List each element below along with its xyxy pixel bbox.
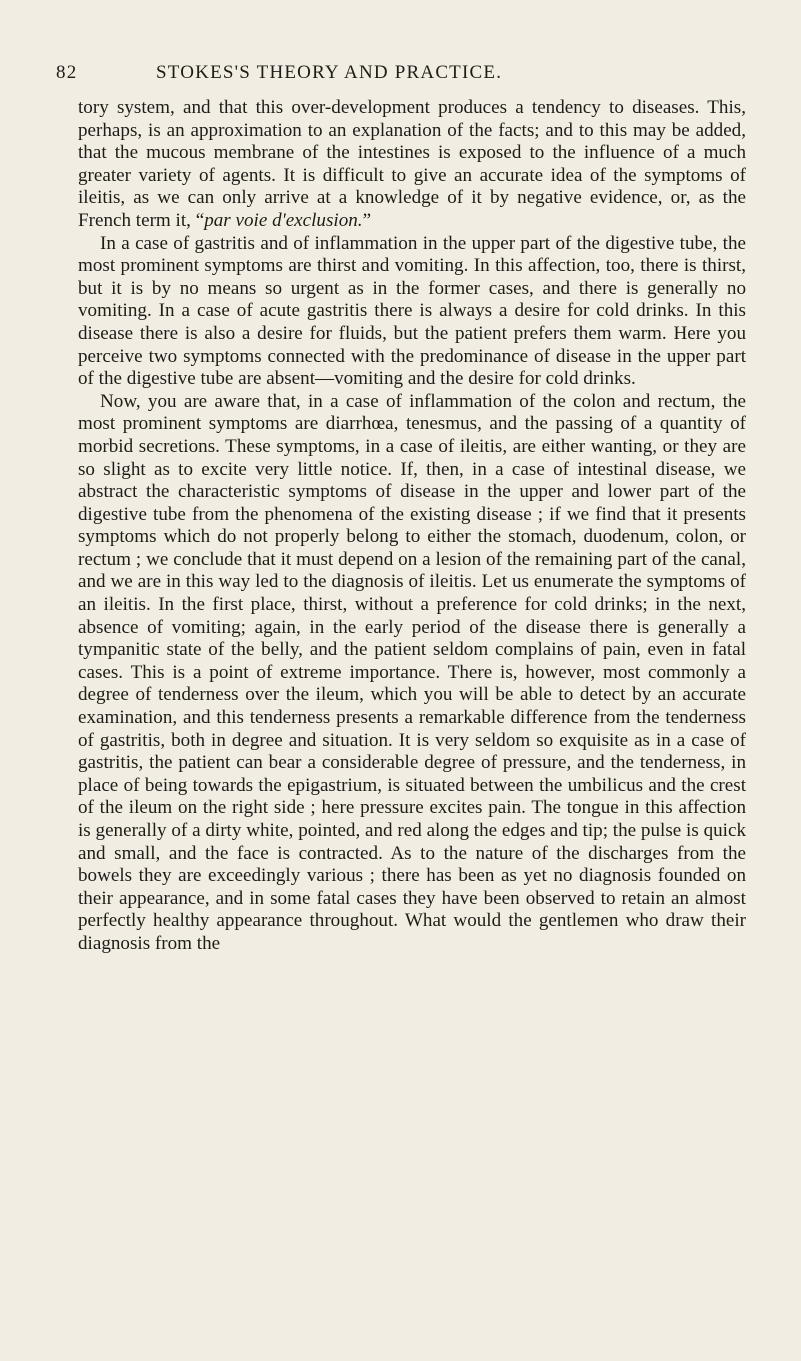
paragraph-gastritis: In a case of gastritis and of inflammation in the upper part of the digestive tube, the most prominent symptoms are thirst and vomiting. In this affection, too, there is thirst, but it is by no means so urgent as in the former cases, and there is generally no vomiting. In a case of acute gastritis there is always a desire for cold drinks. In this disease there is also a desire for fluids, but the patient prefers them warm. Here you perceive two symptoms connected with the predominance of disease in the upper part of the digestive tube are absent—vomiting and the desire for cold drinks. bbox=[78, 232, 746, 390]
body-text bbox=[78, 97, 746, 956]
paragraph-text: tory system, and that this over-development produces a tendency to diseases. This, perhaps, is an approximation to an explanation of the facts; and to this may be added, that the mucous membrane of the intestines is exposed to the influence of a much greater variety of agents. It is difficult to give an accurate idea of the symptoms of ileitis, as we can only arrive at a knowledge of it by negative evidence, or, as the French term it, “ bbox=[78, 97, 746, 231]
paragraph-ileitis: Now, you are aware that, in a case of inflammation of the colon and rectum, the most prominent symptoms are diarrhœa, tenesmus, and the passing of a quantity of morbid secretions. These symptoms, in a case of ileitis, are either wanting, or they are so slight as to excite very little notice. If, then, in a case of intestinal disease, we abstract the characteristic symptoms of disease in the upper and lower part of the digestive tube from the phenomena of the existing disease ; if we find that it presents symptoms which do not properly belong to either the stomach, duodenum, colon, or rectum ; we conclude that it must depend on a lesion of the remaining part of the canal, and we are in this way led to the diagnosis of ileitis. Let us enumerate the symptoms of an ileitis. In the first place, thirst, without a preference for cold drinks; in the next, absence of vomiting; again, in the early period of the disease there is generally a tympanitic state of the belly, and the patient seldom complains of pain, even in fatal cases. This is a point of extreme importance. There is, however, most commonly a degree of tenderness over the ileum, which you will be able to detect by an accurate examination, and this tenderness presents a remarkable difference from the tenderness of gastritis, both in degree and situation. It is very seldom so exquisite as in a case of gastritis, the patient can bear a considerable degree of pressure, and the tenderness, in place of being towards the epigastrium, is situated between the umbilicus and the crest of the ileum on the right side ; here pressure excites pain. The tongue in this affection is generally of a dirty white, pointed, and red along the edges and tip; the pulse is quick and small, and the face is contracted. As to the nature of the discharges from the bowels they are exceedingly various ; there has been as yet no diagnosis founded on their appearance, and in some fatal cases they have been observed to retain an almost perfectly healthy appearance throughout. What would the gentlemen who draw their diagnosis from the bbox=[78, 390, 746, 954]
running-title: STOKES'S THEORY AND PRACTICE. bbox=[156, 62, 503, 83]
closing-quote: ” bbox=[362, 209, 372, 231]
italic-phrase: par voie d'exclusion. bbox=[204, 209, 363, 231]
running-head bbox=[56, 62, 656, 90]
page-number: 82 bbox=[56, 62, 78, 83]
paragraph-continued bbox=[78, 97, 746, 233]
